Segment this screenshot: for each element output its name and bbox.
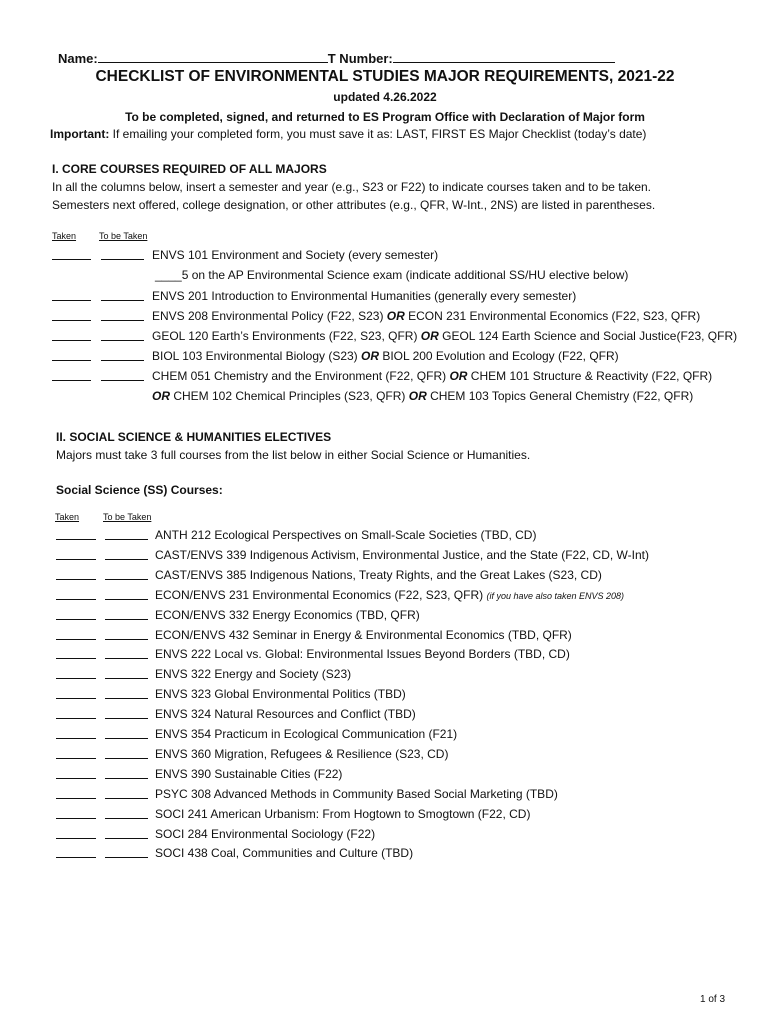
course-title: CAST/ENVS 339 Indigenous Activism, Environmental Justice, and the State (F22, CD, W-Int) xyxy=(155,547,649,562)
tobe-blank[interactable] xyxy=(105,857,148,858)
course-title: ENVS 390 Sustainable Cities (F22) xyxy=(155,766,343,781)
or-label: OR xyxy=(152,389,170,403)
ss-course-row xyxy=(56,767,756,783)
ss-course-row xyxy=(56,588,756,604)
course-text xyxy=(155,548,649,562)
course-title: CAST/ENVS 385 Indigenous Nations, Treaty Rights, and the Great Lakes (S23, CD) xyxy=(155,567,602,582)
tobe-blank[interactable] xyxy=(101,360,144,361)
tobe-blank[interactable] xyxy=(105,698,148,699)
course-option-a: ENVS 208 Environmental Policy (F22, S23) xyxy=(152,309,387,323)
course-title: SOCI 284 Environmental Sociology (F22) xyxy=(155,826,376,841)
ss-course-row xyxy=(56,687,756,703)
course-text xyxy=(155,588,624,602)
important-note xyxy=(50,127,646,141)
or-label: OR xyxy=(408,389,427,403)
taken-blank[interactable] xyxy=(56,758,96,759)
ss-subheading: Social Science (SS) Courses: xyxy=(56,483,223,497)
col-tobe-header: To be Taken xyxy=(103,512,152,522)
core-row xyxy=(52,369,752,385)
taken-blank[interactable] xyxy=(56,619,96,620)
tobe-blank[interactable] xyxy=(105,818,148,819)
ss-course-row xyxy=(56,727,756,743)
ss-course-row xyxy=(56,807,756,823)
tobe-blank[interactable] xyxy=(105,798,148,799)
tobe-blank[interactable] xyxy=(101,320,144,321)
tobe-blank[interactable] xyxy=(105,838,148,839)
course-title: ECON/ENVS 231 Environmental Economics (F22, S23, QFR) xyxy=(155,587,487,602)
page-number: 1 of 3 xyxy=(700,994,726,1005)
tobe-blank[interactable] xyxy=(105,539,148,540)
tobe-blank[interactable] xyxy=(105,639,148,640)
course-title: ENVS 323 Global Environmental Politics (TBD) xyxy=(155,687,406,702)
course-option-b: ECON 231 Environmental Economics (F22, S23, QFR) xyxy=(404,309,701,323)
tobe-blank[interactable] xyxy=(101,259,144,260)
tobe-blank[interactable] xyxy=(101,300,144,301)
course-text xyxy=(155,687,406,701)
tobe-blank[interactable] xyxy=(105,718,148,719)
ss-course-row xyxy=(56,787,756,803)
taken-blank[interactable] xyxy=(56,838,96,839)
col-taken-header: Taken xyxy=(52,231,77,241)
or-label: OR xyxy=(420,329,439,343)
important-text: If emailing your completed form, you must save it as: LAST, FIRST ES Major Checklist (today’s date) xyxy=(109,127,647,141)
taken-blank[interactable] xyxy=(56,658,96,659)
course-text xyxy=(155,807,530,821)
page-title: CHECKLIST OF ENVIRONMENTAL STUDIES MAJOR REQUIREMENTS, 2021-22 xyxy=(95,68,675,85)
ss-course-row xyxy=(56,667,756,683)
core-row xyxy=(52,248,752,264)
or-label: OR xyxy=(386,309,405,323)
core-row xyxy=(52,268,752,284)
taken-blank[interactable] xyxy=(56,539,96,540)
taken-blank[interactable] xyxy=(56,698,96,699)
course-text xyxy=(155,747,448,761)
course-text xyxy=(155,647,570,661)
course-note: (if you have also taken ENVS 208) xyxy=(486,590,625,601)
course-text xyxy=(155,528,536,542)
tobe-blank[interactable] xyxy=(105,658,148,659)
ss-course-row xyxy=(56,846,756,862)
course-text xyxy=(155,846,413,860)
course-title: ECON/ENVS 432 Seminar in Energy & Environmental Economics (TBD, QFR) xyxy=(155,627,572,642)
course-text xyxy=(155,667,351,681)
tnumber-label: T Number: xyxy=(327,51,393,66)
course-title: ENVS 354 Practicum in Ecological Communication (F21) xyxy=(155,727,458,741)
course-text xyxy=(155,767,342,781)
ss-course-row xyxy=(56,548,756,564)
name-field[interactable] xyxy=(98,50,328,63)
col-taken-header: Taken xyxy=(55,512,80,522)
course-option-b: CHEM 101 Structure & Reactivity (F22, QFR) xyxy=(467,369,713,383)
ap-exam-text: ____5 on the AP Environmental Science exam (indicate additional SS/HU elective below) xyxy=(155,268,629,282)
taken-blank[interactable] xyxy=(52,340,91,341)
course-text xyxy=(155,727,457,741)
name-label: Name: xyxy=(58,51,98,66)
course-title: ANTH 212 Ecological Perspectives on Small-Scale Societies (TBD, CD) xyxy=(155,528,537,542)
course-text xyxy=(155,787,558,801)
important-label: Important: xyxy=(50,127,110,141)
course-text xyxy=(152,349,619,363)
core-row xyxy=(52,349,752,365)
taken-blank[interactable] xyxy=(56,599,96,600)
section1-line2: Semesters next offered, college designation, or other attributes (e.g., QFR, W-Int., 2NS) are listed in parentheses. xyxy=(52,198,656,212)
course-title: SOCI 241 American Urbanism: From Hogtown to Smogtown (F22, CD) xyxy=(155,806,531,821)
taken-blank[interactable] xyxy=(56,798,96,799)
course-option-a: BIOL 103 Environmental Biology (S23) xyxy=(152,349,361,363)
taken-blank[interactable] xyxy=(56,718,96,719)
section2-heading: II. SOCIAL SCIENCE & HUMANITIES ELECTIVES xyxy=(56,430,332,444)
course-title: PSYC 308 Advanced Methods in Community Based Social Marketing (TBD) xyxy=(155,786,558,801)
course-title: ENVS 360 Migration, Refugees & Resilience (S23, CD) xyxy=(155,746,449,761)
tobe-blank[interactable] xyxy=(101,340,144,341)
section1-line1: In all the columns below, insert a semester and year (e.g., S23 or F22) to indicate courses taken and to be taken. xyxy=(52,180,651,194)
tobe-blank[interactable] xyxy=(105,778,148,779)
ss-course-row xyxy=(56,827,756,843)
name-tnumber-line xyxy=(58,50,615,66)
taken-blank[interactable] xyxy=(52,360,91,361)
core-row xyxy=(52,389,752,405)
ss-course-row xyxy=(56,707,756,723)
course-text xyxy=(155,568,602,582)
taken-blank[interactable] xyxy=(56,818,96,819)
course-option-a: GEOL 120 Earth’s Environments (F22, S23, QFR) xyxy=(152,329,421,343)
tobe-blank[interactable] xyxy=(105,738,148,739)
core-row xyxy=(52,329,752,345)
ss-course-row xyxy=(56,608,756,624)
course-text: ENVS 201 Introduction to Environmental Humanities (generally every semester) xyxy=(152,289,577,303)
tobe-blank[interactable] xyxy=(101,380,144,381)
course-title: ENVS 322 Energy and Society (S23) xyxy=(155,667,352,682)
course-text xyxy=(152,389,693,403)
course-text: ENVS 101 Environment and Society (every semester) xyxy=(152,248,439,262)
ss-course-row xyxy=(56,628,756,644)
course-text xyxy=(155,707,416,721)
core-row xyxy=(52,309,752,325)
course-text xyxy=(155,827,375,841)
taken-blank[interactable] xyxy=(56,579,96,580)
ss-course-row xyxy=(56,528,756,544)
taken-blank[interactable] xyxy=(56,639,96,640)
tnumber-field[interactable] xyxy=(393,50,615,63)
instructions: To be completed, signed, and returned to ES Program Office with Declaration of Major form xyxy=(125,110,645,124)
course-option-b: BIOL 200 Evolution and Ecology (F22, QFR) xyxy=(379,349,619,363)
taken-blank[interactable] xyxy=(52,380,91,381)
course-title: ENVS 222 Local vs. Global: Environmental Issues Beyond Borders (TBD, CD) xyxy=(155,647,570,662)
or-label: OR xyxy=(361,349,379,363)
taken-blank[interactable] xyxy=(52,320,91,321)
taken-blank[interactable] xyxy=(56,857,96,858)
col-tobe-header: To be Taken xyxy=(99,231,148,241)
course-title: ECON/ENVS 332 Energy Economics (TBD, QFR) xyxy=(155,607,420,622)
course-text xyxy=(152,369,712,383)
ss-course-row xyxy=(56,647,756,663)
taken-blank[interactable] xyxy=(56,778,96,779)
course-text xyxy=(152,309,700,323)
tobe-blank[interactable] xyxy=(105,579,148,580)
tobe-blank[interactable] xyxy=(105,559,148,560)
tobe-blank[interactable] xyxy=(105,678,148,679)
tobe-blank[interactable] xyxy=(105,619,148,620)
or-label: OR xyxy=(449,369,468,383)
tobe-blank[interactable] xyxy=(105,758,148,759)
core-row xyxy=(52,289,752,305)
course-option-c: CHEM 103 Topics General Chemistry (F22, QFR) xyxy=(426,389,694,403)
taken-blank[interactable] xyxy=(56,738,96,739)
course-text xyxy=(152,329,737,343)
taken-blank[interactable] xyxy=(52,259,91,260)
ss-course-row xyxy=(56,747,756,763)
taken-blank[interactable] xyxy=(56,678,96,679)
course-option-b: GEOL 124 Earth Science and Social Justice(F23, QFR) xyxy=(438,329,738,343)
course-text xyxy=(155,608,420,622)
course-option-a: CHEM 051 Chemistry and the Environment (F22, QFR) xyxy=(152,369,450,383)
taken-blank[interactable] xyxy=(56,559,96,560)
course-option-b: CHEM 102 Chemical Principles (S23, QFR) xyxy=(170,389,409,403)
tobe-blank[interactable] xyxy=(105,599,148,600)
section1-heading: I. CORE COURSES REQUIRED OF ALL MAJORS xyxy=(52,162,327,176)
course-title: SOCI 438 Coal, Communities and Culture (TBD) xyxy=(155,846,414,861)
course-text xyxy=(155,628,572,642)
ss-course-row xyxy=(56,568,756,584)
updated-date: updated 4.26.2022 xyxy=(333,90,437,104)
section2-line1: Majors must take 3 full courses from the list below in either Social Science or Humanities. xyxy=(56,448,531,462)
taken-blank[interactable] xyxy=(52,300,91,301)
course-title: ENVS 324 Natural Resources and Conflict (TBD) xyxy=(155,707,416,722)
